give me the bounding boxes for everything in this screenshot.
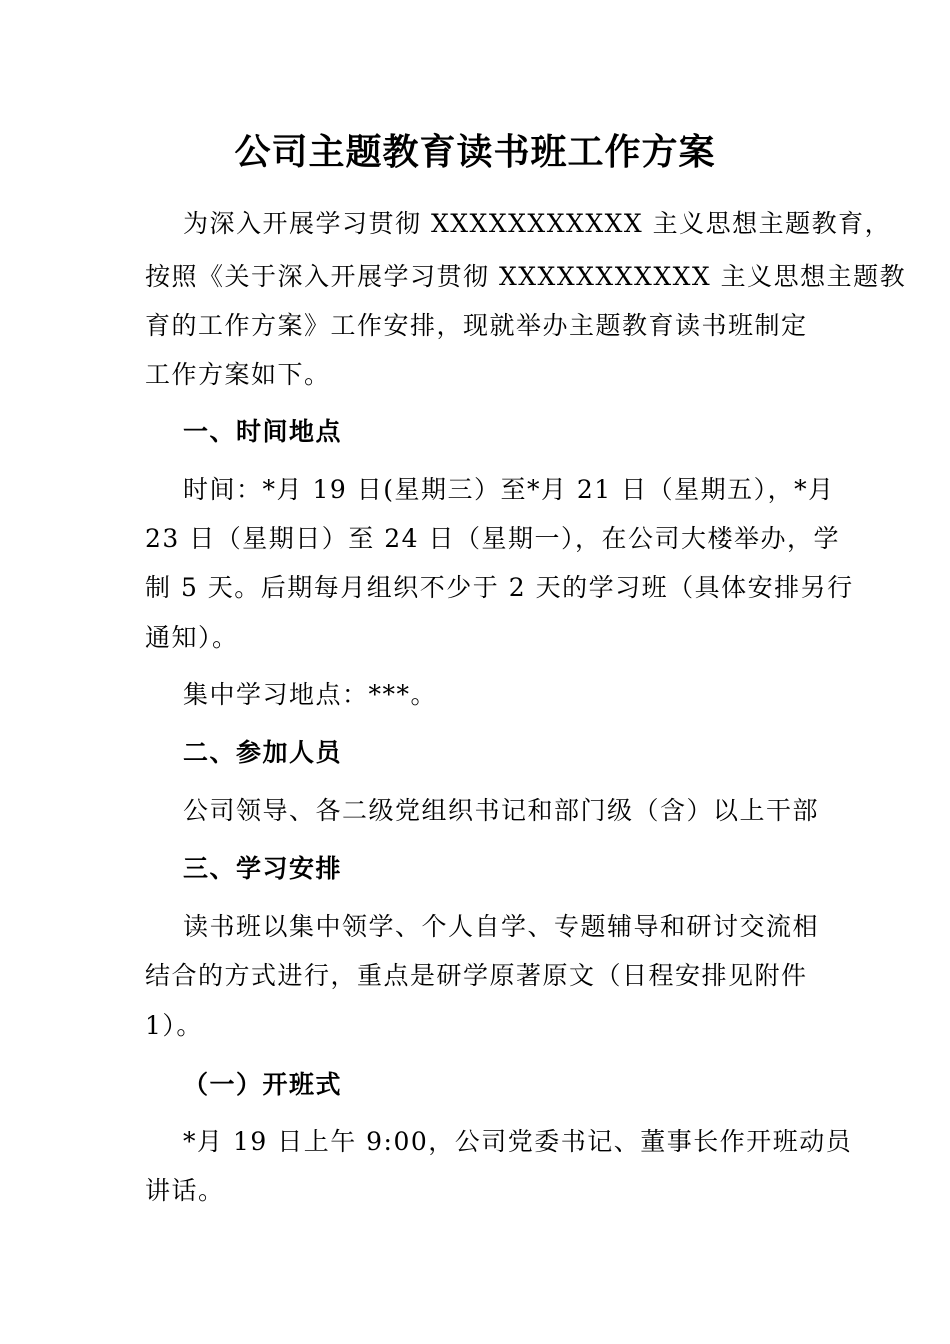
time-line-2: 23 日（星期日）至 24 日（星期一），在公司大楼举办，学 (145, 524, 840, 553)
location-line: 集中学习地点：***。 (183, 680, 438, 709)
section-heading-arrangement: 三、学习安排 (183, 854, 343, 883)
arrangement-line-1: 读书班以集中领学、个人自学、专题辅导和研讨交流相 (183, 912, 820, 941)
time-line-3: 制 5 天。后期每月组织不少于 2 天的学习班（具体安排另行 (145, 573, 854, 602)
participants-line: 公司领导、各二级党组织书记和部门级（含）以上干部 (183, 796, 820, 825)
intro-line-4: 工作方案如下。 (145, 360, 331, 389)
arrangement-line-2: 结合的方式进行，重点是研学原著原文（日程安排见附件 (145, 961, 808, 990)
opening-line-1: *月 19 日上午 9:00，公司党委书记、董事长作开班动员 (183, 1127, 853, 1156)
intro-line-1: 为深入开展学习贯彻 XXXXXXXXXXX 主义思想主题教育， (183, 209, 892, 238)
section-heading-time-location: 一、时间地点 (183, 417, 343, 446)
subsection-heading-opening: （一）开班式 (183, 1070, 343, 1099)
intro-line-2: 按照《关于深入开展学习贯彻 XXXXXXXXXXX 主义思想主题教 (145, 262, 907, 291)
opening-line-2: 讲话。 (145, 1176, 225, 1205)
section-heading-participants: 二、参加人员 (183, 738, 343, 767)
time-line-4: 通知）。 (145, 623, 239, 652)
intro-line-3: 育的工作方案》工作安排，现就举办主题教育读书班制定 (145, 311, 808, 340)
time-line-1: 时间：*月 19 日(星期三）至*月 21 日（星期五），*月 (183, 475, 835, 504)
arrangement-line-3: 1）。 (145, 1011, 203, 1040)
document-title: 公司主题教育读书班工作方案 (234, 131, 716, 173)
